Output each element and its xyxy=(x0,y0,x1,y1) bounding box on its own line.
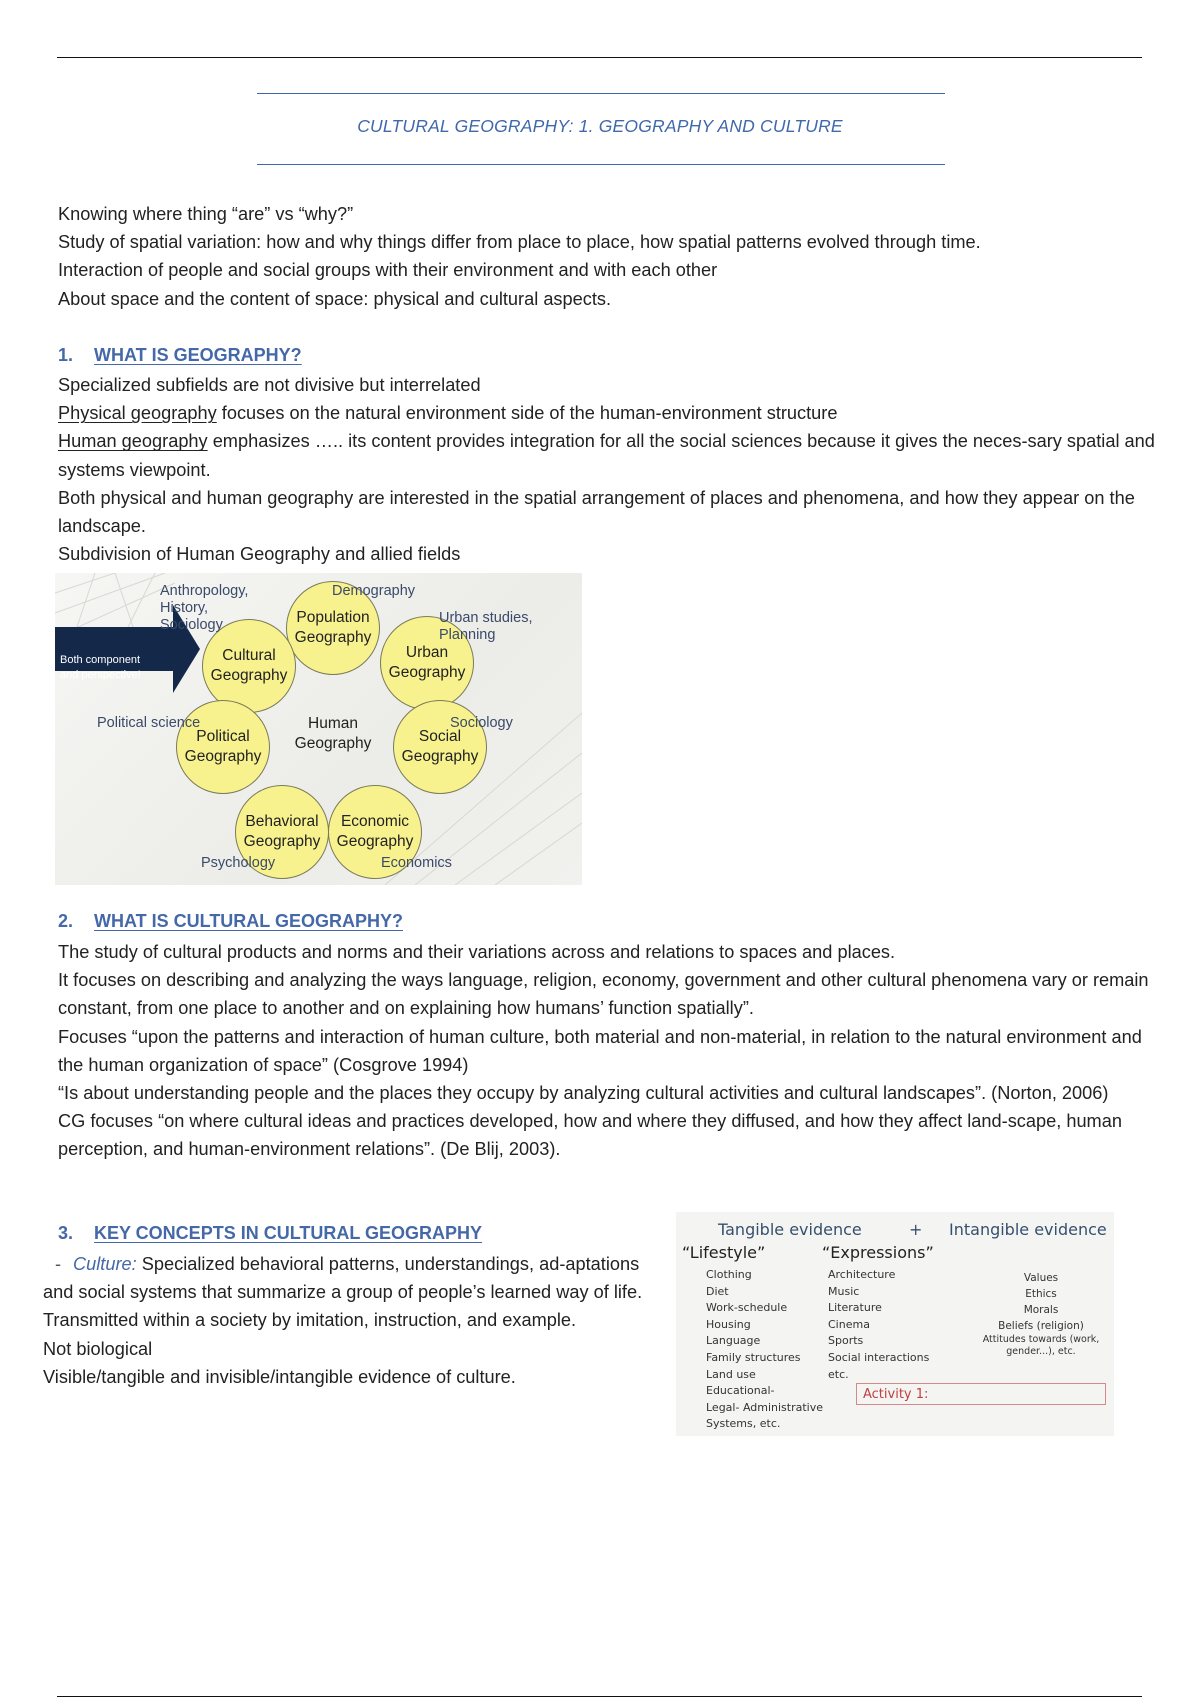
intangible-item: Ethics xyxy=(1025,1288,1057,1300)
section-2-heading xyxy=(58,911,403,932)
plus-sign: + xyxy=(909,1220,923,1239)
lifestyle-label: “Lifestyle” xyxy=(682,1243,766,1262)
field-anthropology-2: History, xyxy=(160,600,209,616)
s3-line-3: Not biological xyxy=(43,1338,153,1359)
intangible-item: gender...), etc. xyxy=(1006,1346,1076,1357)
field-political-science: Political science xyxy=(97,715,201,731)
s3-line-4: Visible/tangible and invisible/intangible evidence of culture. xyxy=(43,1366,516,1387)
section-3-title: KEY CONCEPTS IN CULTURAL GEOGRAPHY xyxy=(94,1223,483,1243)
s2-para-2: It focuses on describing and analyzing the ways language, religion, economy, government and other cultural phenomena vary or remain constant, from one place to another and on explaining how humans’ function spatially”. xyxy=(58,970,1149,1019)
culture-definition: Specialized behavioral patterns, understandings, ad-aptations and social systems that summarize a group of people’s learned way of life. xyxy=(43,1254,643,1303)
expressions-item: Architecture xyxy=(828,1268,896,1281)
intangible-item: Morals xyxy=(1023,1304,1059,1316)
expressions-label: “Expressions” xyxy=(822,1243,934,1262)
section-3-text xyxy=(43,1250,655,1391)
field-urban-studies xyxy=(439,610,533,644)
section-2-text xyxy=(58,938,1168,1164)
economic-label-2: Geography xyxy=(336,833,414,850)
intangible-evidence-label: Intangible evidence xyxy=(949,1220,1107,1239)
lifestyle-item: Systems, etc. xyxy=(706,1417,781,1431)
economic-label-1: Economic xyxy=(340,813,410,830)
arrow-label-line-2: and perspective! xyxy=(60,669,141,681)
lifestyle-item: Educational- xyxy=(706,1384,775,1398)
field-demography: Demography xyxy=(332,583,416,599)
field-anthropology-3: Sociology xyxy=(160,617,223,633)
section-1-heading xyxy=(58,345,302,366)
population-label-1: Population xyxy=(296,609,370,626)
s2-para-1: The study of cultural products and norms and their variations across and relations to spaces and places. xyxy=(58,942,896,962)
social-label-1: Social xyxy=(418,728,462,745)
s1-line-human xyxy=(58,427,1168,483)
section-2-number: 2. xyxy=(58,911,74,931)
lifestyle-item: Language xyxy=(706,1334,761,1348)
lifestyle-item: Housing xyxy=(706,1317,751,1331)
bottom-rule xyxy=(57,1696,1142,1697)
field-urban-studies-2: Planning xyxy=(439,627,496,643)
lifestyle-list xyxy=(706,1267,823,1433)
arrow-label-line-1: Both component xyxy=(60,654,141,666)
physical-geography-desc: focuses on the natural environment side of the human-environment structure xyxy=(216,403,838,424)
s1-line-1: Specialized subfields are not divisive but interrelated xyxy=(58,375,481,395)
center-label-2: Geography xyxy=(294,735,372,752)
field-psychology: Psychology xyxy=(201,855,276,871)
political-label-1: Political xyxy=(196,728,250,745)
section-1-number: 1. xyxy=(58,345,74,365)
lifestyle-item: Clothing xyxy=(706,1268,752,1281)
cultural-label-2: Geography xyxy=(210,667,288,684)
s2-para-5: CG focuses “on where cultural ideas and practices developed, how and where they diffused, and how they affect land-scape, human perception, and human-environment relations”. (De Blij, 2003). xyxy=(58,1111,1122,1160)
intangible-list xyxy=(968,1270,1114,1358)
intangible-item: Values xyxy=(1023,1272,1059,1284)
section-2-title: WHAT IS CULTURAL GEOGRAPHY? xyxy=(94,911,403,931)
expressions-item: etc. xyxy=(828,1367,849,1381)
arrow-label xyxy=(60,653,170,683)
expressions-item: Sports xyxy=(828,1334,864,1348)
field-sociology: Sociology xyxy=(450,715,513,731)
urban-label-1: Urban xyxy=(405,644,449,661)
physical-geography-term: Physical geography xyxy=(58,403,217,424)
human-geography-term: Human geography xyxy=(58,431,208,452)
intro-line-4: About space and the content of space: physical and cultural aspects. xyxy=(58,288,612,309)
s3-bullet: - xyxy=(55,1254,62,1274)
tangible-evidence-label: Tangible evidence xyxy=(718,1220,862,1239)
intro-line-2: Study of spatial variation: how and why things differ from place to place, how spatial patterns evolved through time. xyxy=(58,232,981,253)
field-economics: Economics xyxy=(381,855,452,871)
field-anthropology-1: Anthropology, xyxy=(160,583,249,599)
human-geography-center xyxy=(283,714,383,754)
field-urban-studies-1: Urban studies, xyxy=(439,610,533,626)
s2-para-4: “Is about understanding people and the places they occupy by analyzing cultural activities and cultural landscapes”. (Norton, 2006) xyxy=(58,1083,1109,1104)
culture-evidence-diagram xyxy=(676,1212,1114,1436)
section-3-heading xyxy=(58,1223,482,1244)
expressions-item: Cinema xyxy=(828,1317,870,1331)
s3-line-2: Transmitted within a society by imitation, instruction, and example. xyxy=(43,1310,577,1331)
expressions-item: Music xyxy=(828,1284,860,1298)
lifestyle-item: Land use xyxy=(706,1367,756,1381)
section-1-title: WHAT IS GEOGRAPHY? xyxy=(94,345,302,365)
social-label-2: Geography xyxy=(401,748,479,765)
expressions-list xyxy=(828,1267,929,1383)
page-title: CULTURAL GEOGRAPHY: 1. GEOGRAPHY AND CULTURE xyxy=(357,116,843,136)
intangible-item: Beliefs (religion) xyxy=(998,1320,1084,1332)
section-1-text xyxy=(58,371,1168,568)
intro-line-3: Interaction of people and social groups with their environment and with each other xyxy=(58,260,718,281)
human-geography-desc: emphasizes ….. its content provides integration for all the social sciences because it gives the neces-sary spatial and systems viewpoint. xyxy=(58,431,1155,480)
human-geography-diagram xyxy=(55,573,582,885)
title-rule-top xyxy=(257,93,945,94)
lifestyle-item: Diet xyxy=(706,1284,729,1298)
s1-line-4: Both physical and human geography are interested in the spatial arrangement of places and phenomena, and how they appear on the landscape. xyxy=(58,487,1135,537)
title-rule-bottom xyxy=(257,164,945,165)
expressions-item: Literature xyxy=(828,1301,882,1315)
section-3-number: 3. xyxy=(58,1223,74,1243)
culture-term: Culture: xyxy=(73,1254,137,1274)
population-label-2: Geography xyxy=(294,629,372,646)
lifestyle-item: Legal- Administrative xyxy=(706,1400,824,1414)
behavioral-label-1: Behavioral xyxy=(245,813,319,830)
field-anthropology xyxy=(160,583,248,634)
intangible-item: Attitudes towards (work, xyxy=(982,1334,1100,1345)
s3-culture-definition xyxy=(43,1250,655,1306)
political-label-2: Geography xyxy=(184,748,262,765)
lifestyle-item: Work-schedule xyxy=(706,1301,788,1315)
center-label-1: Human xyxy=(308,715,358,732)
expressions-item: Social interactions xyxy=(828,1350,930,1364)
s1-line-physical xyxy=(58,399,1168,427)
intro-line-1: Knowing where thing “are” vs “why?” xyxy=(58,204,354,224)
top-rule xyxy=(57,57,1142,58)
s1-line-5: Subdivision of Human Geography and allied fields xyxy=(58,544,461,565)
urban-label-2: Geography xyxy=(388,664,466,681)
lifestyle-item: Family structures xyxy=(706,1350,801,1364)
intro-text xyxy=(58,200,1168,313)
behavioral-label-2: Geography xyxy=(243,833,321,850)
activity-box: Activity 1: xyxy=(856,1383,1106,1405)
s2-para-3: Focuses “upon the patterns and interaction of human culture, both material and non-material, in relation to the natural environment and the human organization of space” (Cosgrove 1994) xyxy=(58,1026,1142,1075)
cultural-label-1: Cultural xyxy=(222,647,276,664)
